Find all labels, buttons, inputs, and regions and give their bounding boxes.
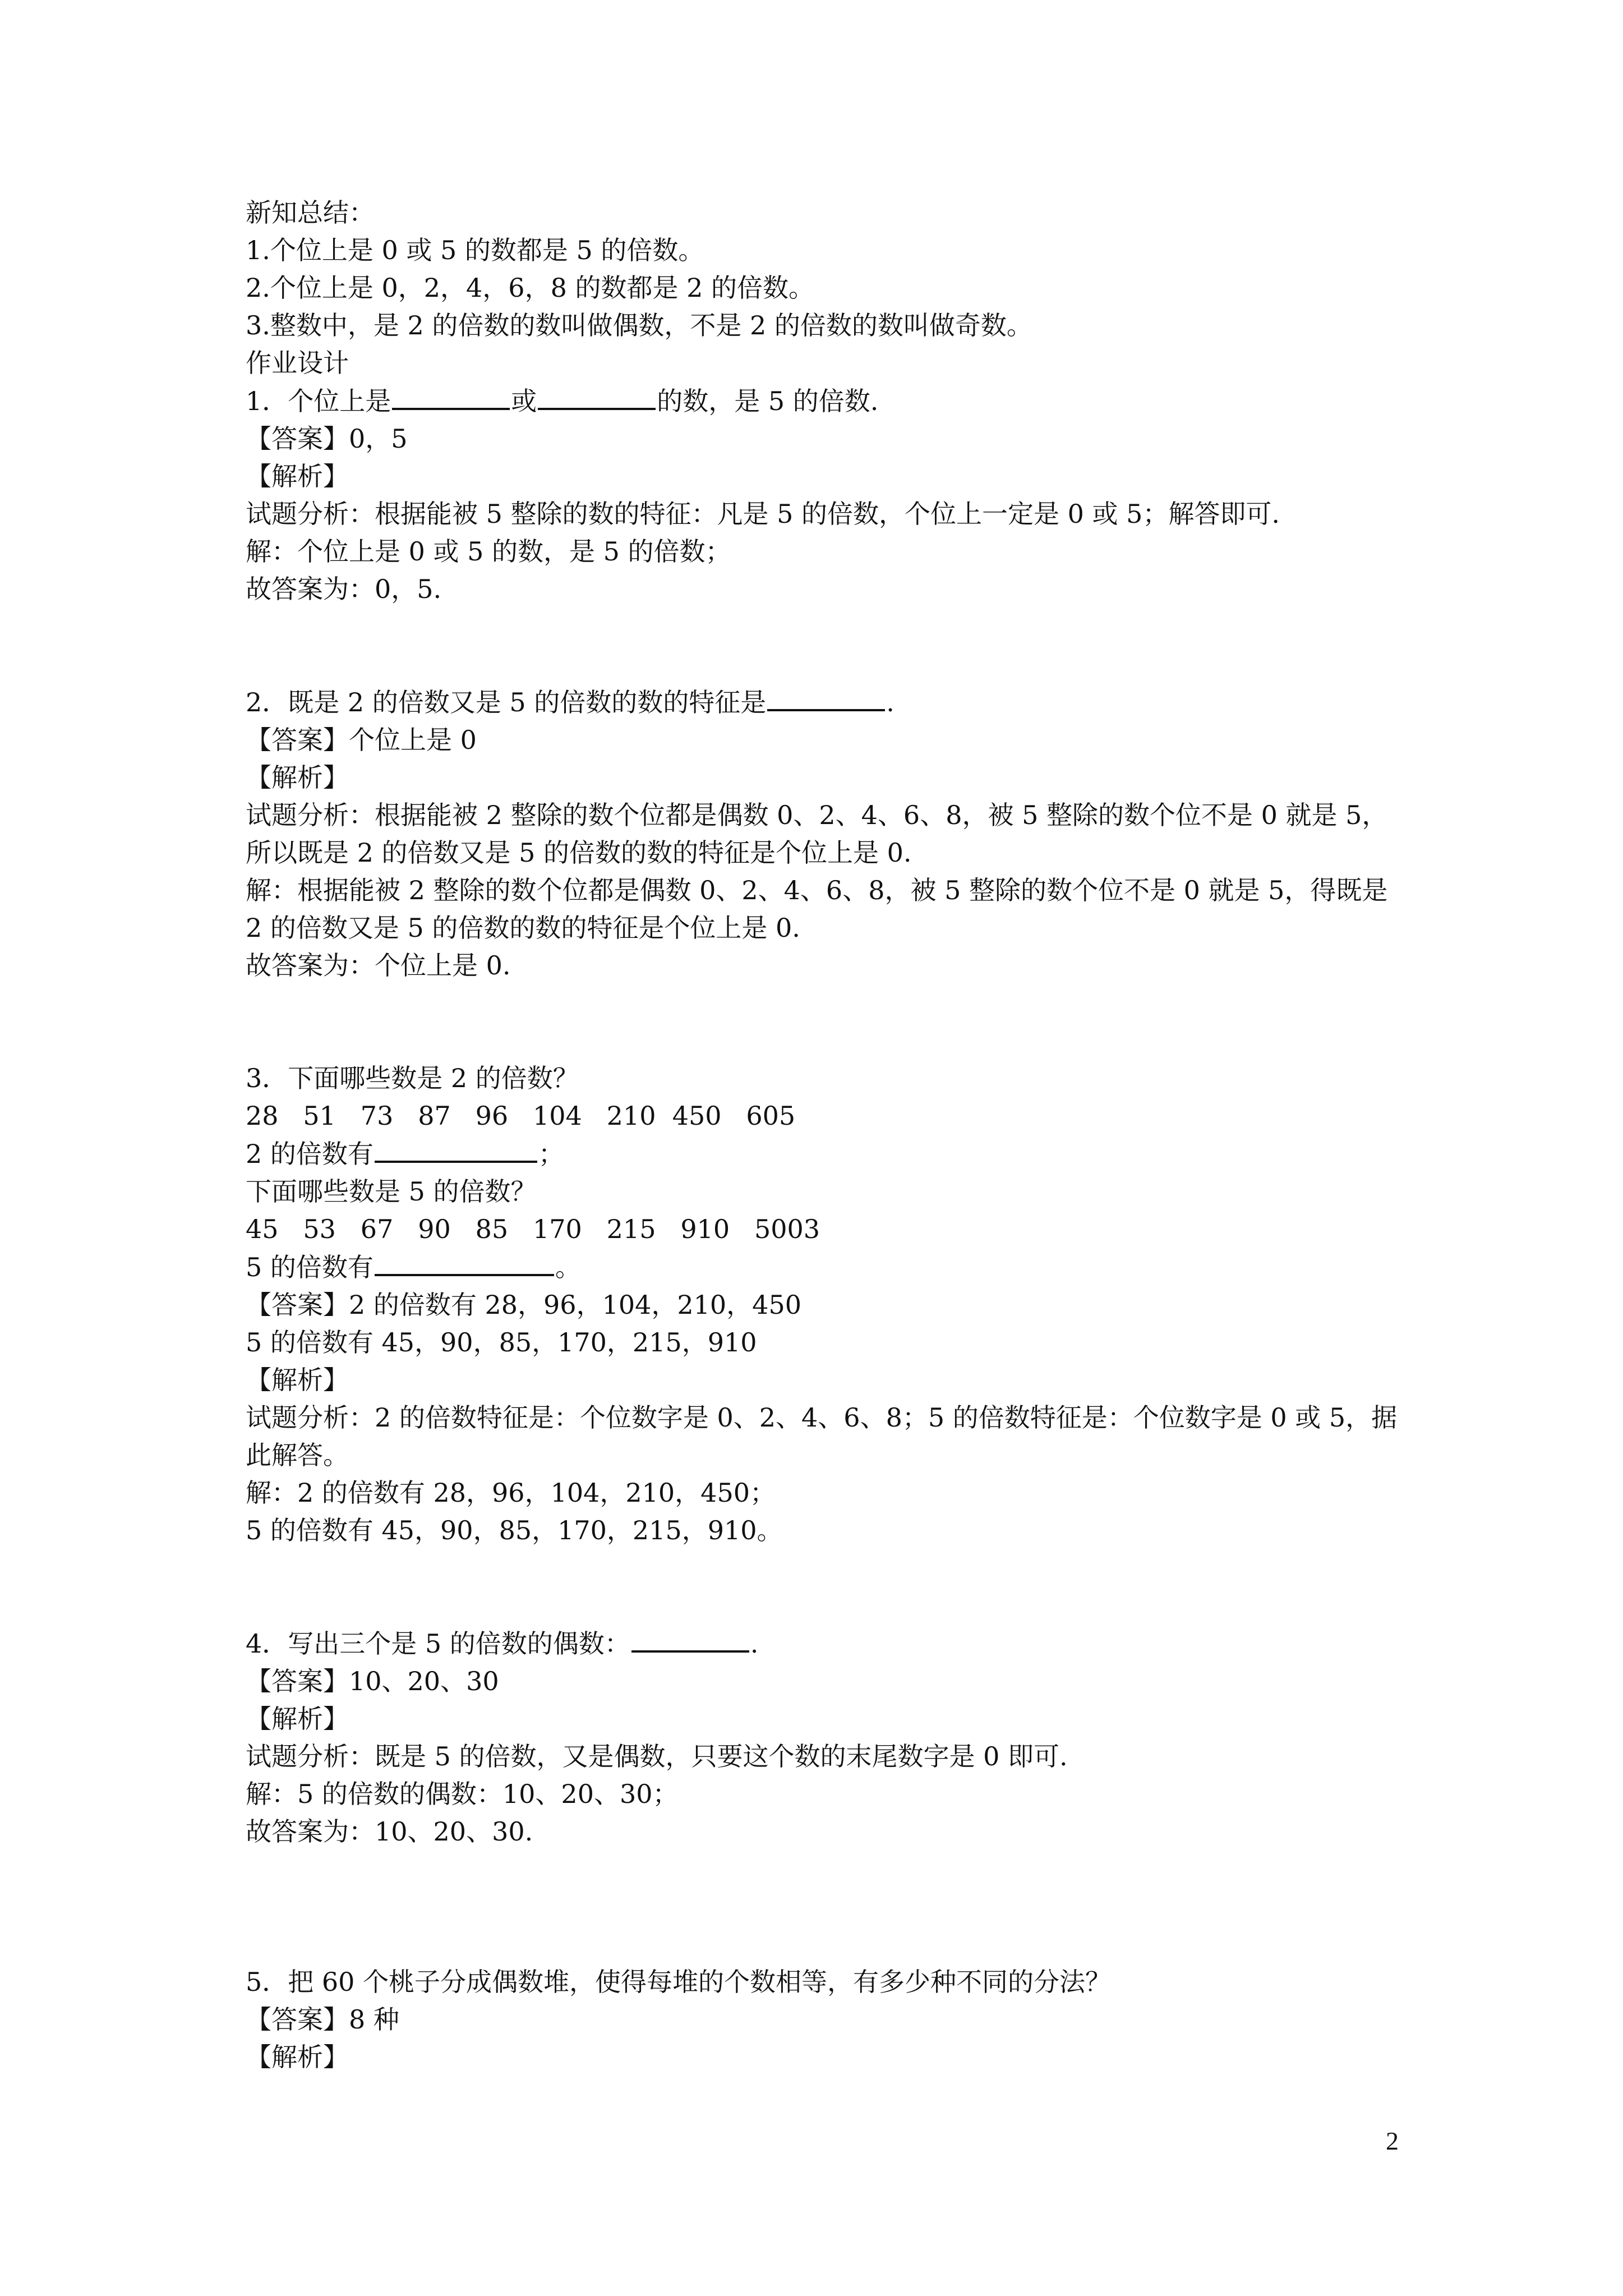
- answer-line: 【答案】0，5: [246, 424, 408, 454]
- analysis-text: 试题分析：既是 5 的倍数，又是偶数，只要这个数的末尾数字是 0 即可.: [246, 1741, 1068, 1772]
- answer-line: 【答案】2 的倍数有 28，96，104，210，450: [246, 1290, 801, 1320]
- answer-line: 【答案】10、20、30: [246, 1666, 499, 1696]
- answer-line: 【答案】8 种: [246, 2004, 399, 2035]
- solution-text: 解：5 的倍数的偶数：10、20、30；: [246, 1779, 679, 1809]
- answer-blank: [375, 1248, 554, 1276]
- question-4: 4．写出三个是 5 的倍数的偶数： .: [246, 1625, 1401, 1663]
- summary-item: 3.整数中，是 2 的倍数的数叫做偶数，不是 2 的倍数的数叫做奇数。: [246, 310, 1032, 341]
- answer-line: 【答案】个位上是 0: [246, 725, 477, 755]
- spacer: [246, 608, 1401, 683]
- analysis-label: 【解析】: [246, 1704, 349, 1734]
- solution-text: 解：2 的倍数有 28，96，104，210，450；: [246, 1478, 776, 1508]
- question-3-part-2: 下面哪些数是 5 的倍数？: [246, 1176, 537, 1207]
- question-5: 5．把 60 个桃子分成偶数堆，使得每堆的个数相等，有多少种不同的分法？: [246, 1967, 1112, 1997]
- answer-blank: [375, 1135, 537, 1163]
- answer-line: 5 的倍数有 45，90，85，170，215，910: [246, 1327, 757, 1358]
- page-number: 2: [1386, 2127, 1399, 2155]
- conclusion-text: 故答案为：10、20、30.: [246, 1816, 533, 1847]
- question-2: 2．既是 2 的倍数又是 5 的倍数的数的特征是 .: [246, 683, 1401, 721]
- spacer: [246, 1851, 1401, 1926]
- answer-blank: [631, 1625, 749, 1653]
- question-3: 3．下面哪些数是 2 的倍数？: [246, 1063, 579, 1093]
- question-1: 1．个位上是 或 的数，是 5 的倍数.: [246, 382, 1401, 420]
- number-list: 45 53 67 90 85 170 215 910 5003: [246, 1214, 820, 1244]
- solution-text: 解：根据能被 2 整除的数个位都是偶数 0、2、4、6、8，被 5 整除的数个位不是 0 就是 5，得既是 2 的倍数又是 5 的倍数的数的特征是个位上是 0.: [246, 875, 1388, 943]
- analysis-label: 【解析】: [246, 762, 349, 793]
- analysis-text: 试题分析：2 的倍数特征是：个位数字是 0、2、4、6、8；5 的倍数特征是：个位数字是 0 或 5，据此解答。: [246, 1402, 1398, 1470]
- answer-blank: [538, 382, 656, 410]
- analysis-text: 试题分析：根据能被 2 整除的数个位都是偶数 0、2、4、6、8，被 5 整除的数个位不是 0 就是 5，所以既是 2 的倍数又是 5 的倍数的数的特征是个位上是 0.: [246, 800, 1388, 868]
- spacer: [246, 1926, 1401, 1963]
- fill-line: 2 的倍数有 ；: [246, 1135, 1401, 1173]
- answer-blank: [392, 382, 510, 410]
- spacer: [246, 984, 1401, 1060]
- analysis-label: 【解析】: [246, 461, 349, 491]
- conclusion-text: 故答案为：0，5.: [246, 574, 442, 604]
- fill-line: 5 的倍数有 。: [246, 1248, 1401, 1286]
- homework-title: 作业设计: [246, 348, 349, 378]
- analysis-label: 【解析】: [246, 1365, 349, 1395]
- spacer: [246, 1549, 1401, 1625]
- solution-text: 5 的倍数有 45，90，85，170，215，910。: [246, 1515, 783, 1545]
- conclusion-text: 故答案为：个位上是 0.: [246, 950, 511, 981]
- summary-item: 2.个位上是 0，2，4，6，8 的数都是 2 的倍数。: [246, 273, 814, 303]
- summary-title: 新知总结：: [246, 197, 375, 228]
- number-list: 28 51 73 87 96 104 210 450 605: [246, 1101, 796, 1131]
- solution-text: 解：个位上是 0 或 5 的数，是 5 的倍数；: [246, 536, 731, 567]
- summary-item: 1.个位上是 0 或 5 的数都是 5 的倍数。: [246, 235, 704, 265]
- analysis-label: 【解析】: [246, 2042, 349, 2072]
- analysis-text: 试题分析：根据能被 5 整除的数的特征：凡是 5 的倍数，个位上一定是 0 或 5；解答即可.: [246, 499, 1280, 529]
- page-content: [246, 194, 1401, 2076]
- answer-blank: [767, 683, 885, 711]
